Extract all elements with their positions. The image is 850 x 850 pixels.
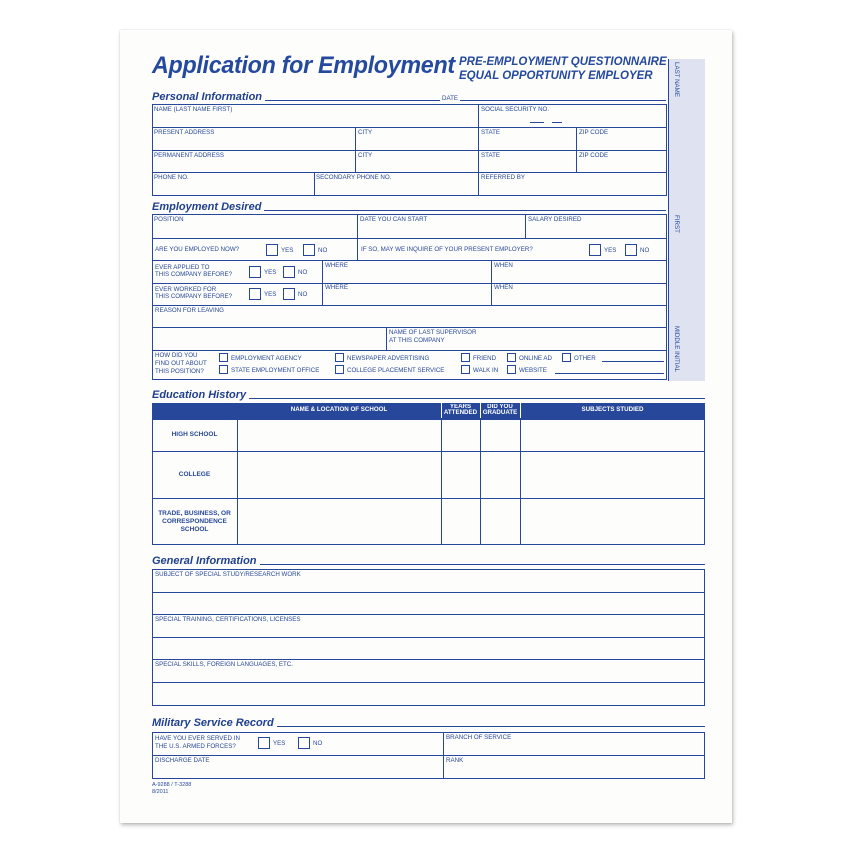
subtitle-eoe: EQUAL OPPORTUNITY EMPLOYER (459, 70, 653, 82)
secondary-phone-field[interactable]: SECONDARY PHONE NO. (316, 174, 392, 181)
inquire-no-checkbox[interactable] (625, 244, 637, 256)
training-field[interactable]: SPECIAL TRAINING, CERTIFICATIONS, LICENSES (155, 616, 301, 623)
section-general: General Information (152, 555, 260, 567)
source-website-checkbox[interactable] (507, 365, 516, 374)
served-no-checkbox[interactable] (298, 737, 310, 749)
worked-label-2: THIS COMPANY BEFORE? (155, 293, 233, 300)
applied-when-field[interactable]: WHEN (494, 262, 513, 269)
section-military: Military Service Record (152, 717, 277, 729)
row-high-school: HIGH SCHOOL (171, 431, 218, 438)
permanent-city-field[interactable]: CITY (358, 152, 373, 159)
permanent-address-field[interactable]: PERMANENT ADDRESS (154, 152, 225, 159)
worked-yes-checkbox[interactable] (249, 288, 261, 300)
side-first: FIRST (673, 215, 680, 233)
name-field[interactable]: NAME (LAST NAME FIRST) (154, 106, 233, 113)
employed-now-label: ARE YOU EMPLOYED NOW? (155, 246, 240, 253)
applied-label-1: EVER APPLIED TO (155, 264, 210, 271)
row-trade-1: TRADE, BUSINESS, OR (158, 510, 231, 517)
section-personal: Personal Information (152, 91, 265, 103)
served-label-1: HAVE YOU EVER SERVED IN (155, 735, 240, 742)
date-label: DATE (442, 95, 459, 102)
col-grad-2: GRADUATE (482, 409, 518, 416)
supervisor-label-1: NAME OF LAST SUPERVISOR (389, 329, 477, 336)
present-city-field[interactable]: CITY (358, 129, 373, 136)
referred-by-field[interactable]: REFERRED BY (481, 174, 526, 181)
col-years-2: ATTENDED (443, 409, 478, 416)
source-other-checkbox[interactable] (562, 353, 571, 362)
discharge-date-field[interactable]: DISCHARGE DATE (155, 757, 210, 764)
permanent-state-field[interactable]: STATE (481, 152, 501, 159)
supervisor-field[interactable]: AT THIS COMPANY (389, 337, 445, 344)
side-middle-initial: MIDDLE INITIAL (673, 326, 680, 373)
skills-field[interactable]: SPECIAL SKILLS, FOREIGN LANGUAGES, ETC. (155, 661, 293, 668)
row-trade-3: SCHOOL (180, 526, 209, 533)
applied-no-checkbox[interactable] (283, 266, 295, 278)
source-online-checkbox[interactable] (507, 353, 516, 362)
special-study-field[interactable]: SUBJECT OF SPECIAL STUDY/RESEARCH WORK (155, 571, 301, 578)
found-label-1: HOW DID YOU (155, 352, 198, 359)
inquire-label: IF SO, MAY WE INQUIRE OF YOUR PRESENT EMPLOYER? (361, 246, 533, 253)
row-trade-2: CORRESPONDENCE (162, 518, 227, 525)
present-address-field[interactable]: PRESENT ADDRESS (154, 129, 215, 136)
phone-field[interactable]: PHONE NO. (154, 174, 189, 181)
row-college: COLLEGE (178, 471, 211, 478)
worked-where-field[interactable]: WHERE (325, 284, 349, 291)
section-education: Education History (152, 389, 249, 401)
permanent-zip-field[interactable]: ZIP CODE (579, 152, 609, 159)
source-newspaper-checkbox[interactable] (335, 353, 344, 362)
col-subjects: SUBJECTS STUDIED (581, 406, 644, 413)
served-label-2: THE U.S. ARMED FORCES? (155, 743, 236, 750)
start-date-field[interactable]: DATE YOU CAN START (360, 216, 428, 223)
col-grad-1: DID YOU (487, 403, 513, 410)
inquire-yes-checkbox[interactable] (589, 244, 601, 256)
applied-where-field[interactable]: WHERE (325, 262, 349, 269)
position-field[interactable]: POSITION (154, 216, 184, 223)
rank-field[interactable]: RANK (446, 757, 464, 764)
source-other-field[interactable] (602, 361, 664, 362)
present-state-field[interactable]: STATE (481, 129, 501, 136)
found-label-2: FIND OUT ABOUT (155, 360, 207, 367)
col-school: NAME & LOCATION OF SCHOOL (290, 406, 388, 413)
source-state-office-checkbox[interactable] (219, 365, 228, 374)
source-website-field[interactable] (555, 373, 664, 374)
applied-label-2: THIS COMPANY BEFORE? (155, 271, 233, 278)
source-walk-in-checkbox[interactable] (461, 365, 470, 374)
employed-yes-checkbox[interactable] (266, 244, 278, 256)
employed-no-checkbox[interactable] (303, 244, 315, 256)
form-code: A-9288 / T-3288 8/2011 (152, 782, 192, 795)
applied-yes-checkbox[interactable] (249, 266, 261, 278)
worked-no-checkbox[interactable] (283, 288, 295, 300)
found-label-3: THIS POSITION? (155, 368, 204, 375)
ssn-field[interactable]: SOCIAL SECURITY NO. (481, 106, 550, 113)
source-college-checkbox[interactable] (335, 365, 344, 374)
present-zip-field[interactable]: ZIP CODE (579, 129, 609, 136)
source-friend-checkbox[interactable] (461, 353, 470, 362)
date-field[interactable] (462, 100, 666, 101)
side-last-name: LAST NAME (673, 62, 680, 97)
salary-field[interactable]: SALARY DESIRED (528, 216, 582, 223)
subtitle-questionnaire: PRE-EMPLOYMENT QUESTIONNAIRE (459, 56, 667, 68)
reason-leaving-field[interactable]: REASON FOR LEAVING (155, 307, 224, 314)
worked-label-1: EVER WORKED FOR (155, 286, 217, 293)
worked-when-field[interactable]: WHEN (494, 284, 513, 291)
branch-field[interactable]: BRANCH OF SERVICE (446, 734, 512, 741)
section-employment: Employment Desired (152, 201, 264, 213)
col-years-1: YEARS (449, 403, 472, 410)
source-agency-checkbox[interactable] (219, 353, 228, 362)
form-title: Application for Employment (152, 52, 455, 79)
served-yes-checkbox[interactable] (258, 737, 270, 749)
